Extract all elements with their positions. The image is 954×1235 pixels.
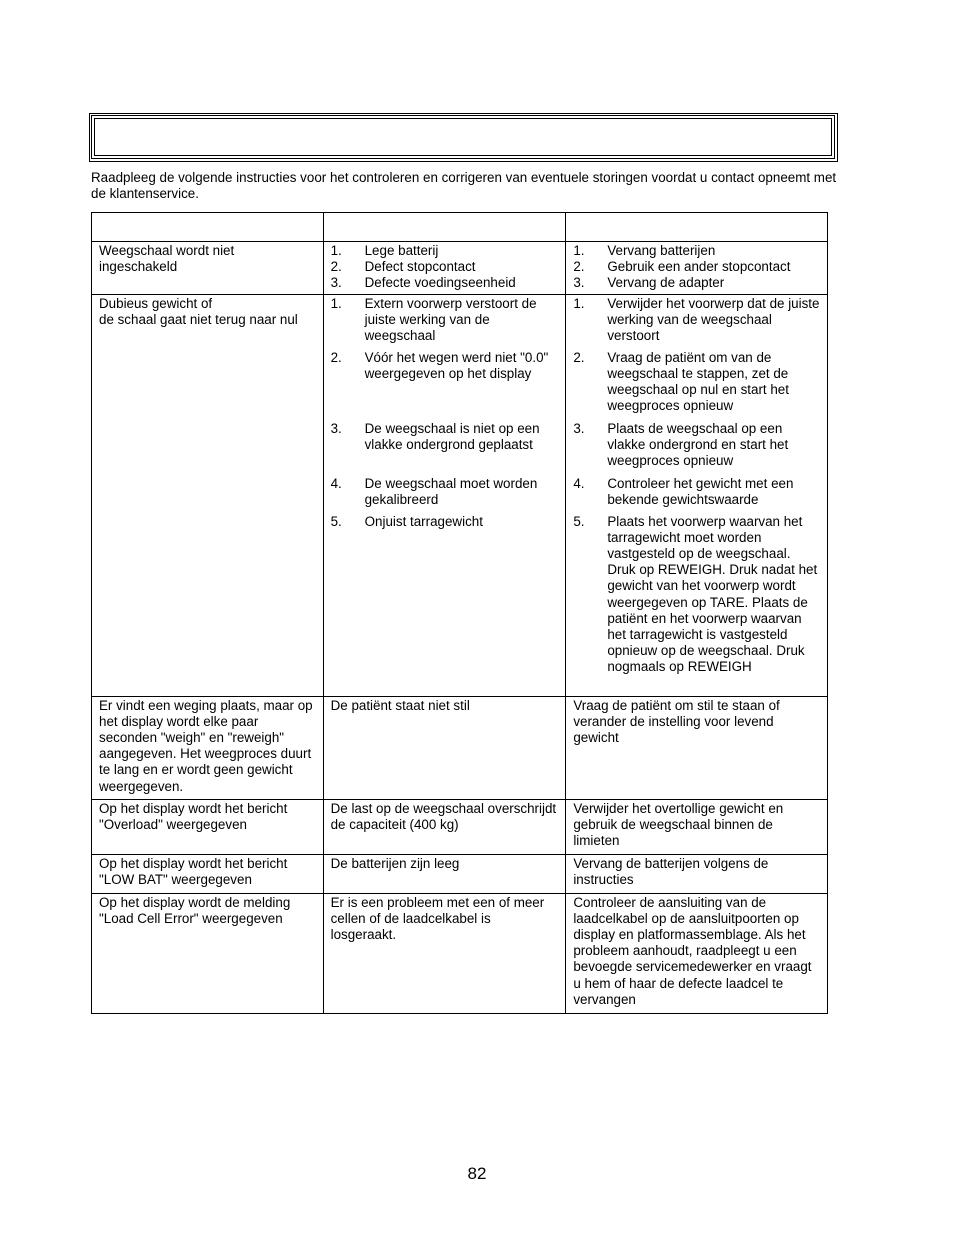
problem-cell: Op het display wordt de melding "Load Cell Error" weergegeven xyxy=(92,893,324,1013)
solution-cell xyxy=(566,242,828,295)
cause-cell xyxy=(323,294,566,696)
problem-cell: Dubieus gewicht of de schaal gaat niet terug naar nul xyxy=(92,294,324,696)
table-row xyxy=(92,799,828,854)
cause-cell: Er is een probleem met een of meer cellen of de laadcelkabel is losgeraakt. xyxy=(323,893,566,1013)
solution-cell: Vraag de patiënt om stil te staan of verander de instelling voor levend gewicht xyxy=(566,696,828,799)
list-item: 1. Verwijder het voorwerp dat de juiste werking van de weegschaal verstoort xyxy=(573,295,820,344)
table-row xyxy=(92,696,828,799)
list-item: 2. Vraag de patiënt om van de weegschaal te stappen, zet de weegschaal op nul en start het weegproces opnieuw xyxy=(573,349,789,414)
list-item: 1. Lege batterij xyxy=(330,243,439,258)
page-number: 82 xyxy=(467,1164,487,1183)
list-item: 3. De weegschaal is niet op een vlakke ondergrond geplaatst xyxy=(330,420,540,452)
header-problem xyxy=(92,213,324,242)
list-item: 3. Plaats de weegschaal op een vlakke ondergrond en start het weegproces opnieuw xyxy=(573,420,789,469)
list-item: 4. De weegschaal moet worden gekalibreerd xyxy=(330,475,538,507)
cause-cell: De patiënt staat niet stil xyxy=(323,696,566,799)
cause-cell xyxy=(323,242,566,295)
intro-paragraph: Raadpleeg de volgende instructies voor het controleren en corrigeren van eventuele storingen voordat u contact opneemt met de klantenservice. xyxy=(91,170,837,201)
cause-cell: De last op de weegschaal overschrijdt de capaciteit (400 kg) xyxy=(323,799,566,854)
header-cause xyxy=(323,213,566,242)
problem-cell: Op het display wordt het bericht "Overload" weergegeven xyxy=(92,799,324,854)
table-row xyxy=(92,854,828,893)
cause-list xyxy=(331,296,559,530)
list-item: 3. Defecte voedingseenheid xyxy=(330,275,516,291)
solution-cell xyxy=(566,294,828,696)
problem-cell: Op het display wordt het bericht "LOW BAT" weergegeven xyxy=(92,854,324,893)
list-item: 5. Plaats het voorwerp waarvan het tarragewicht moet worden vastgesteld op de weegschaal. Druk op REWEIGH. Druk nadat het gewicht van het voorwerp wordt weergegeven op TARE. Plaats de patiënt en het voorwerp waarvan het tarragewicht is vastgesteld opnieuw op de weegschaal. Druk nogmaals op REWEIGH xyxy=(573,513,818,675)
list-item: 5. Onjuist tarragewicht xyxy=(330,513,483,529)
list-item: 3. Vervang de adapter xyxy=(573,275,725,291)
list-item: 4. Controleer het gewicht met een bekende gewichtswaarde xyxy=(573,475,794,507)
solution-list xyxy=(573,243,820,292)
solution-cell: Vervang de batterijen volgens de instructies xyxy=(566,854,828,893)
list-item: 1. Vervang batterijen xyxy=(573,243,716,258)
solution-cell: Controleer de aansluiting van de laadcelkabel op de aansluitpoorten op display en platformassemblage. Als het probleem aanhoudt, raadpleegt u een bevoegde servicemedewerker en vraagt u hem of haar de defecte laadcel te vervangen xyxy=(566,893,828,1013)
table-row xyxy=(92,294,828,696)
list-item: 1. Extern voorwerp verstoort de juiste werking van de weegschaal xyxy=(330,295,537,344)
list-item: 2. Vóór het wegen werd niet "0.0" weergegeven op het display xyxy=(330,349,549,381)
section-title-box xyxy=(89,113,838,162)
header-solution xyxy=(566,213,828,242)
table-row xyxy=(92,242,828,295)
troubleshooting-table xyxy=(91,212,828,1014)
cause-cell: De batterijen zijn leeg xyxy=(323,854,566,893)
cause-list xyxy=(331,243,559,292)
table-row xyxy=(92,893,828,1013)
solution-list xyxy=(573,296,820,676)
section-title-inner-border xyxy=(94,118,832,156)
list-item: 2. Defect stopcontact xyxy=(330,259,476,275)
problem-cell: Er vindt een weging plaats, maar op het display wordt elke paar seconden "weigh" en "reweigh" aangegeven. Het weegproces duurt te lang en er wordt geen gewicht weergegeven. xyxy=(92,696,324,799)
list-item: 2. Gebruik een ander stopcontact xyxy=(573,259,791,275)
table-header-row xyxy=(92,213,828,242)
problem-cell: Weegschaal wordt niet ingeschakeld xyxy=(92,242,324,295)
solution-cell: Verwijder het overtollige gewicht en gebruik de weegschaal binnen de limieten xyxy=(566,799,828,854)
